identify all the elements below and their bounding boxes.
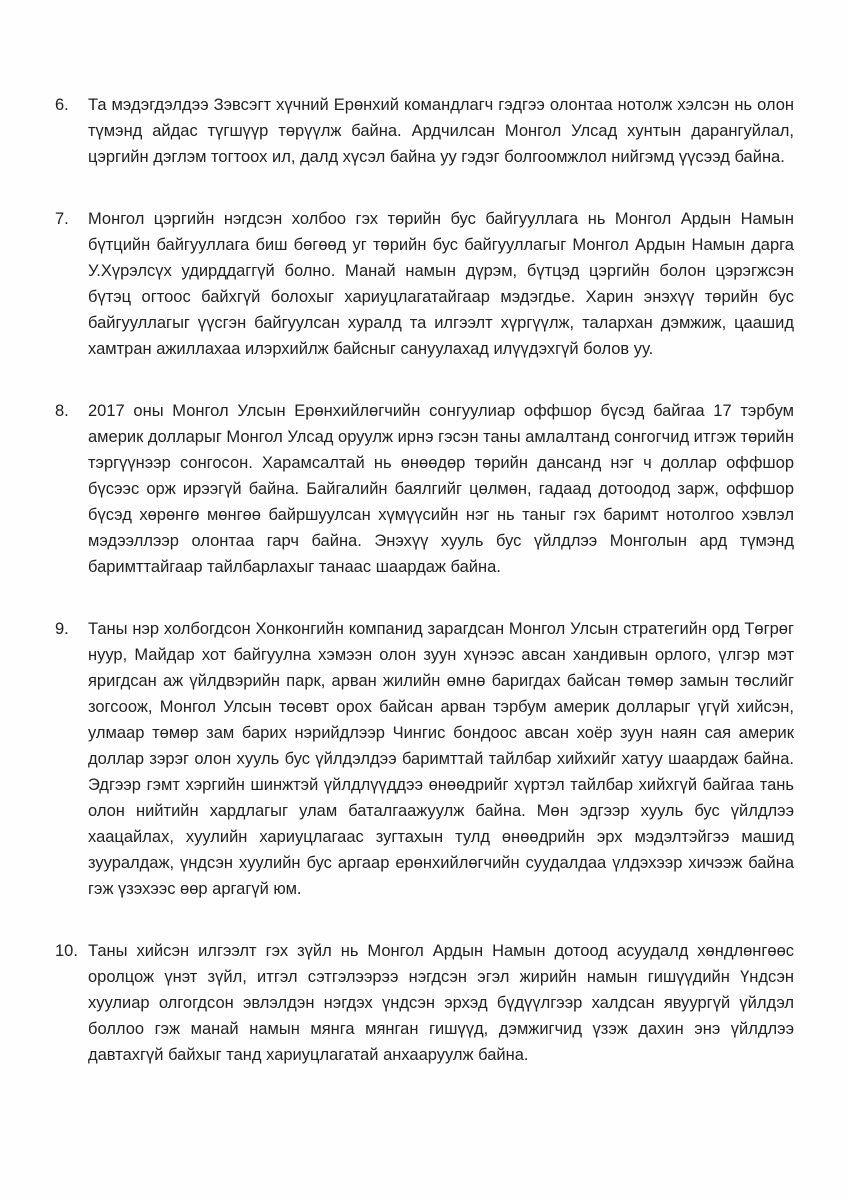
list-item-text: 2017 оны Монгол Улсын Ерөнхийлөгчийн сонгуулиар оффшор бүсэд байгаа 17 тэрбум америк долларыг Монгол Улсад оруулж ирнэ гэсэн таны амлалтанд сонгогчид итгэж төрийн тэргүүнээр сонгосон. Харамсалтай нь өнөөдөр төрийн дансанд нэг ч доллар оффшор бүсээс орж ирээгүй байна. Байгалийн баялгийг цөлмөн, гадаад дотоодод зарж, оффшор бүсэд хөрөнгө мөнгөө байршуулсан хүмүүсийн нэг нь таныг гэх баримт нотолгоо хэвлэл мэдээллээр олонтаа гарч байна. Энэхүү хууль бус үйлдлээ Монголын ард түмэнд баримттайгаар тайлбарлахыг танаас шаардаж байна. (88, 402, 794, 576)
list-item-text: Монгол цэргийн нэгдсэн холбоо гэх төрийн бус байгууллага нь Монгол Ардын Намын бүтцийн байгууллага биш бөгөөд уг төрийн бус байгууллагыг Монгол Ардын Намын дарга У.Хүрэлсүх удирддаггүй болно. Манай намын дүрэм, бүтцэд цэргийн болон цэрэгжсэн бүтэц огтоос байхгүй болохыг хариуцлагатайгаар мэдэгдье. Харин энэхүү төрийн бус байгууллагыг үүсгэн байгуулсан хуралд та илгээлт хүргүүлж, талархан дэмжиж, цаашид хамтран ажиллахаа илэрхийлж байсныг сануулахад илүүдэхгүй болов уу. (88, 210, 794, 358)
list-item-text: Та мэдэгдэлдээ Зэвсэгт хүчний Ерөнхий командлагч гэдгээ олонтаа нотолж хэлсэн нь олон түмэнд айдас түгшүүр төрүүлж байна. Ардчилсан Монгол Улсад хунтын дарангуйлал, цэргийн дэглэм тогтоох ил, далд хүсэл байна уу гэдэг болгоомжлол нийгэмд үүсээд байна. (88, 96, 794, 166)
list-item-7 (55, 206, 794, 362)
list-item-number: 9. (55, 620, 69, 638)
list-item-number: 7. (55, 210, 69, 228)
list-item-text: Таны хийсэн илгээлт гэх зүйл нь Монгол Ардын Намын дотоод асуудалд хөндлөнгөөс оролцож үнэт зүйл, итгэл сэтгэлээрээ нэгдсэн эгэл жирийн намын гишүүдийн Үндсэн хуулиар олгогдсон эвлэлдэн нэгдэх үндсэн эрхэд бүдүүлгээр халдсан явуургүй үйлдэл боллоо гэж манай намын мянга мянган гишүүд, дэмжигчид үзэж дахин энэ үйлдлээ давтахгүй байхыг танд хариуцлагатай анхааруулж байна. (88, 942, 794, 1064)
list-item-number: 10. (55, 942, 78, 960)
list-item-number: 6. (55, 96, 69, 114)
list-item-6 (55, 92, 794, 170)
list-item-text: Таны нэр холбогдсон Хонконгийн компанид зарагдсан Монгол Улсын стратегийн орд Төгрөг нуур, Майдар хот байгуулна хэмээн олон зуун хүнээс авсан хандивын орлого, үлгэр мэт яригдсан аж үйлдвэрийн парк, арван жилийн өмнө баригдах байсан төмөр замын төслийг зогсоож, Монгол Улсын төсөвт орох байсан арван тэрбум америк долларыг үгүй хийсэн, улмаар төмөр зам барих нэрийдлээр Чингис бондоос авсан хоёр зуун наян сая америк доллар зэрэг олон хууль бус үйлдэлдээ баримттай тайлбар хийхийг хатуу шаардаж байна. Эдгээр гэмт хэргийн шинжтэй үйлдлүүддээ өнөөдрийг хүртэл тайлбар хийхгүй байгаа тань олон нийтийн хардлагыг улам баталгаажуулж байна. Мөн эдгээр хууль бус үйлдлээ хаацайлах, хуулийн хариуцлагаас зугтахын тулд өнөөдрийн эрх мэдэлтэйгээ машид зууралдаж, үндсэн хуулийн бус аргаар ерөнхийлөгчийн суудалдаа үлдэхээр хичээж байна гэж үзэхээс өөр аргагүй юм. (88, 620, 794, 898)
list-item-number: 8. (55, 402, 69, 420)
list-item-9 (55, 616, 794, 902)
list-item-8 (55, 398, 794, 580)
list-item-10 (55, 938, 794, 1068)
